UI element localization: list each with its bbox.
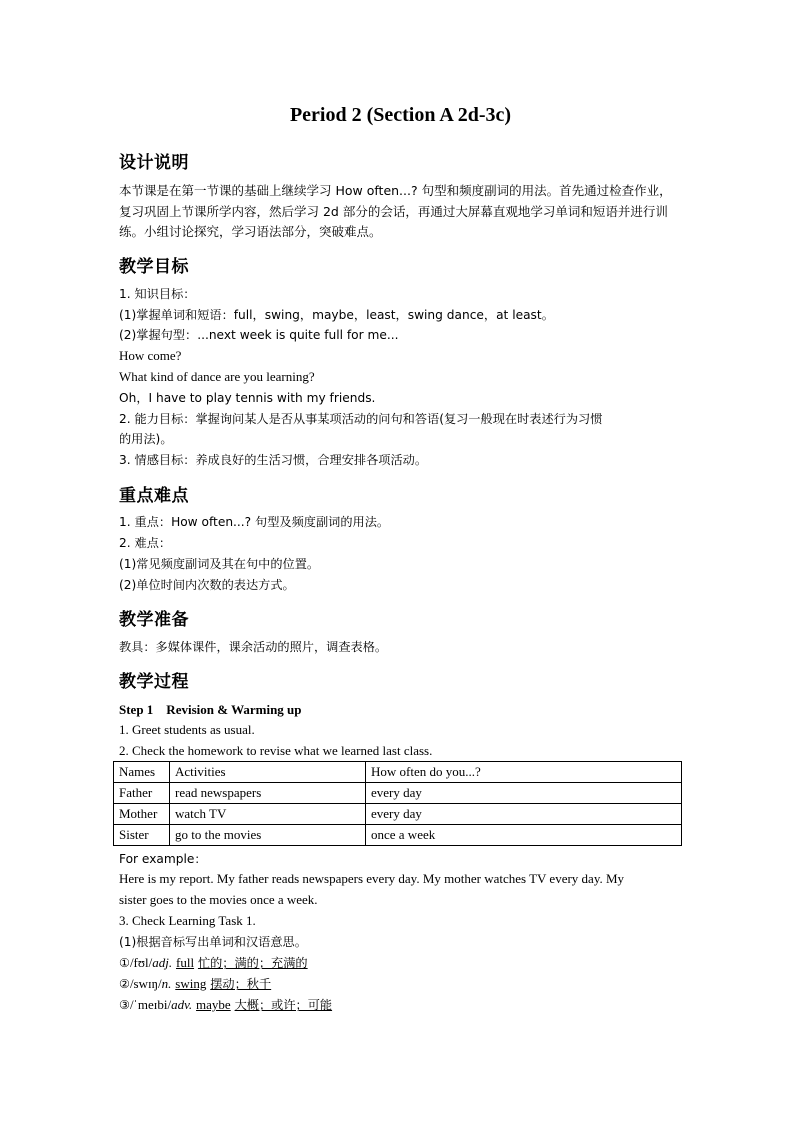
heading-keypoints: 重点难点 xyxy=(119,486,189,506)
prep-text: 教具：多媒体课件，课余活动的照片，调查表格。 xyxy=(119,640,388,654)
table-cell: once a week xyxy=(366,825,682,846)
table-cell: read newspapers xyxy=(170,783,366,804)
table-row xyxy=(114,825,682,846)
vocab-number: ② xyxy=(119,977,130,991)
example-text: sister goes to the movies once a week. xyxy=(119,892,318,907)
design-text: 本节课是在第一节课的基础上继续学习 How often...? 句型和频度副词的用法。首先通过检查作业，复习巩固上节课所学内容，然后学习 2d 部分的会话，再通过大屏幕直观地学习单词和短语并进行训练。小组讨论探究，学习语法部分，突破难点。 xyxy=(119,183,672,239)
vocab-phonetic: /ˈmeɪbi/ xyxy=(129,997,172,1012)
goal-line: What kind of dance are you learning? xyxy=(119,369,315,384)
table-cell: Sister xyxy=(114,825,170,846)
table-cell: Mother xyxy=(114,804,170,825)
homework-table xyxy=(113,761,682,846)
table-cell: every day xyxy=(366,783,682,804)
vocab-item xyxy=(119,976,682,992)
example-text: Here is my report. My father reads newspapers every day. My mother watches TV every day. My xyxy=(119,871,625,886)
keypoint-line: (1)常见频度副词及其在句中的位置。 xyxy=(119,557,320,571)
table-row xyxy=(114,783,682,804)
page-title: Period 2 (Section A 2d-3c) xyxy=(289,104,512,126)
vocab-pos: n. xyxy=(161,976,172,991)
table-cell: every day xyxy=(366,804,682,825)
vocab-phonetic: /fʊl/ xyxy=(129,955,153,970)
vocab-meaning: 忙的；满的；充满的 xyxy=(197,956,308,970)
vocab-meaning: 大概；或许；可能 xyxy=(234,998,333,1012)
heading-goals: 教学目标 xyxy=(119,257,189,277)
keypoint-line: 2. 难点： xyxy=(119,536,172,550)
table-header-cell: Names xyxy=(114,762,170,783)
table-cell: Father xyxy=(114,783,170,804)
table-header-cell: How often do you...? xyxy=(366,762,682,783)
goal-line: 1. 知识目标： xyxy=(119,287,196,301)
task-sub-line: (1)根据音标写出单词和汉语意思。 xyxy=(119,935,307,949)
goal-line: Oh，I have to play tennis with my friends. xyxy=(119,391,376,405)
vocab-meaning: 摆动；秋千 xyxy=(210,977,272,991)
vocab-number: ③ xyxy=(119,998,130,1012)
goal-line: 3. 情感目标：养成良好的生活习惯，合理安排各项活动。 xyxy=(119,453,428,467)
example-label: For example： xyxy=(119,852,207,866)
table-row xyxy=(114,804,682,825)
heading-prep: 教学准备 xyxy=(119,610,189,630)
vocab-pos: adj. xyxy=(152,955,173,970)
vocab-word: swing xyxy=(175,976,207,991)
vocab-word: full xyxy=(176,955,195,970)
vocab-item xyxy=(119,997,682,1013)
goal-line: 2. 能力目标：掌握询问某人是否从事某项活动的问句和答语(复习一般现在时表述行为习惯 xyxy=(119,412,603,426)
goal-line: (1)掌握单词和短语：full，swing，maybe，least，swing dance，at least。 xyxy=(119,308,554,322)
heading-process: 教学过程 xyxy=(119,672,189,692)
process-line: 1. Greet students as usual. xyxy=(119,722,255,737)
goal-line: 的用法)。 xyxy=(119,432,173,446)
vocab-word: maybe xyxy=(196,997,231,1012)
keypoint-line: 1. 重点：How often...? 句型及频度副词的用法。 xyxy=(119,515,390,529)
vocab-phonetic: /swɪŋ/ xyxy=(129,976,162,991)
keypoint-line: (2)单位时间内次数的表达方式。 xyxy=(119,578,295,592)
goal-line: (2)掌握句型：...next week is quite full for me... xyxy=(119,328,399,342)
vocab-pos: adv. xyxy=(171,997,193,1012)
table-cell: watch TV xyxy=(170,804,366,825)
heading-design: 设计说明 xyxy=(119,153,189,173)
table-header-cell: Activities xyxy=(170,762,366,783)
vocab-item xyxy=(119,955,682,971)
goal-line: How come? xyxy=(119,348,182,363)
step-title: Step 1 Revision & Warming up xyxy=(119,702,302,717)
vocab-number: ① xyxy=(119,956,130,970)
process-line: 2. Check the homework to revise what we learned last class. xyxy=(119,743,433,758)
task-line: 3. Check Learning Task 1. xyxy=(119,913,256,928)
table-cell: go to the movies xyxy=(170,825,366,846)
table-header-row xyxy=(114,762,682,783)
